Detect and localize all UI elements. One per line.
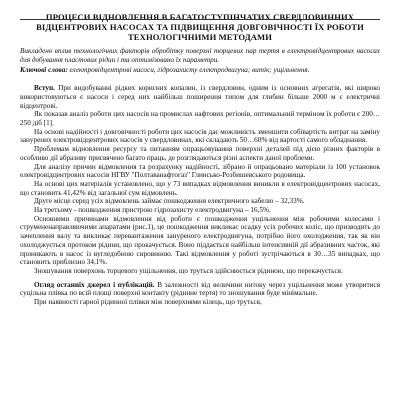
- body-paragraph: [20, 215, 380, 267]
- body-paragraph: [20, 180, 380, 197]
- body-paragraph: [20, 298, 380, 307]
- body-paragraph: [20, 163, 380, 180]
- paragraph-text: В залежності від величини нитоку через ущільнення може утворитися суцільна плівка по всій площі поверхні контакту (рідинне тертя) то зношування буде мінімальне.: [20, 280, 380, 298]
- section-heading: Огляд останніх джерел і публікацій.: [34, 280, 155, 289]
- keywords-label: Ключові слова:: [20, 65, 68, 74]
- header-rule: [20, 19, 380, 20]
- abstract: Викладено вплив технологічних факторів обробітку поверхні торцевих пар тертя в електровідцентрових насосах для добування пластових рідин і та оптимізовано їх параметри.: [20, 47, 380, 64]
- keywords: [20, 66, 380, 75]
- document-page: [0, 13, 400, 413]
- body-paragraph: [20, 206, 380, 215]
- article-title: ПРОЦЕСИ ВІДНОВЛЕННЯ В БАГАТОСТУПІНЧАТИХ СВЕРДЛОВИННИХ ВІДЦЕНТРОВИХ НАСОСАХ ТА ПІДВИЩЕННЯ ДОВГОВІЧНОСТІ ЇХ РОБОТИ ТЕХНОЛОГІЧНИМИ МЕТОДАМИ: [36, 12, 364, 42]
- keywords-text: електровідцентрові насоси, гідрозахисту електродвигуна; витік; ущільнення.: [67, 65, 310, 74]
- paragraph-text: Основними причинами відмовлення від роботи є пошкодження ущільнення між робочими колесами і струмененаправляючими апаратами (рис.1), це пошкодження викликає осадку усіх робочих коліс, що призводить до зачеплення валу та викликає перевантаження зануреного електродвигуна, потрібно його охолодження, так як він охолоджується протоком рідини, що прокачується. Воно піддається найбільш інтенсивній дії абразивних часток, які проникають в насос із вугледобною сировиною. Такі відмовлення у роботі зустрічаються в 30…35 випадках, що становить приблизно 34,1%.: [20, 214, 380, 267]
- paragraph-text: Проблемам відновлення ресурсу та питанням опрацьовування поверхні деталей під дією різних факторів в особливо дії абразиву присвячено багато праць, де розглядаються різні аспекти даної проблеми.: [20, 145, 380, 162]
- paragraph-text: При наявності гарної рідинної плівки між поверхнями кілець, що труться,: [34, 298, 262, 307]
- body-paragraph: [20, 145, 380, 162]
- paragraph-text: Для аналізу причин відмовлення та розрахунку надійності, зібрано й опрацьовано матеріали із 100 установок електровідцентрових насосів НГВУ "Полтаванафтогаз" Глинсько-Розбишевського родовища.: [20, 162, 380, 180]
- paragraph-text: На третьому - пошкодження пристрою гідрозахисту електродвигуна – 16,5%.: [34, 206, 271, 215]
- paragraph-text: Зношування поверхонь торцевого ущільнення, що труться здійснюється рідиною, що перекачується.: [34, 266, 343, 275]
- paragraph-text: Друге місце серед усіх відмовлень займає пошкодження електричного кабелю – 32,33%.: [34, 197, 305, 206]
- body-paragraph: [20, 110, 380, 127]
- body-paragraph: [20, 281, 380, 298]
- body-paragraph: [20, 197, 380, 206]
- article-body: [20, 84, 380, 307]
- paragraph-text: Як показав аналіз роботи цих насосів на промислах нафтових регіонів, оптимальний терміном їх роботи є 200…250 діб [1].: [20, 110, 380, 127]
- paragraph-text: На основі надійності і довговічності роботи цих насосів дає можливість зменшити собівартість витрат на заміну занурених електровідцентрових насосів у свердловинах, які складають 50…60% від вартості самого обладнання.: [20, 127, 380, 145]
- body-paragraph: [20, 84, 380, 110]
- body-paragraph: [20, 128, 380, 145]
- body-paragraph: [20, 267, 380, 276]
- paragraph-text: На основі цих матеріалів установлено, що у 73 випадках відмовлення виникли в електровідцентрових насосах, що становить 41,42% від загальної сум відмовлень.: [20, 179, 380, 197]
- paragraph-text: При видобуванні рідких корисних копалин, із свердловин, одним із основних агрегатів, які широко використовуються є насоси і серед них найбільш поширення типом для глибин більше 2000 м є електричні відцентрові.: [20, 84, 380, 110]
- section-heading: Вступ.: [34, 84, 55, 93]
